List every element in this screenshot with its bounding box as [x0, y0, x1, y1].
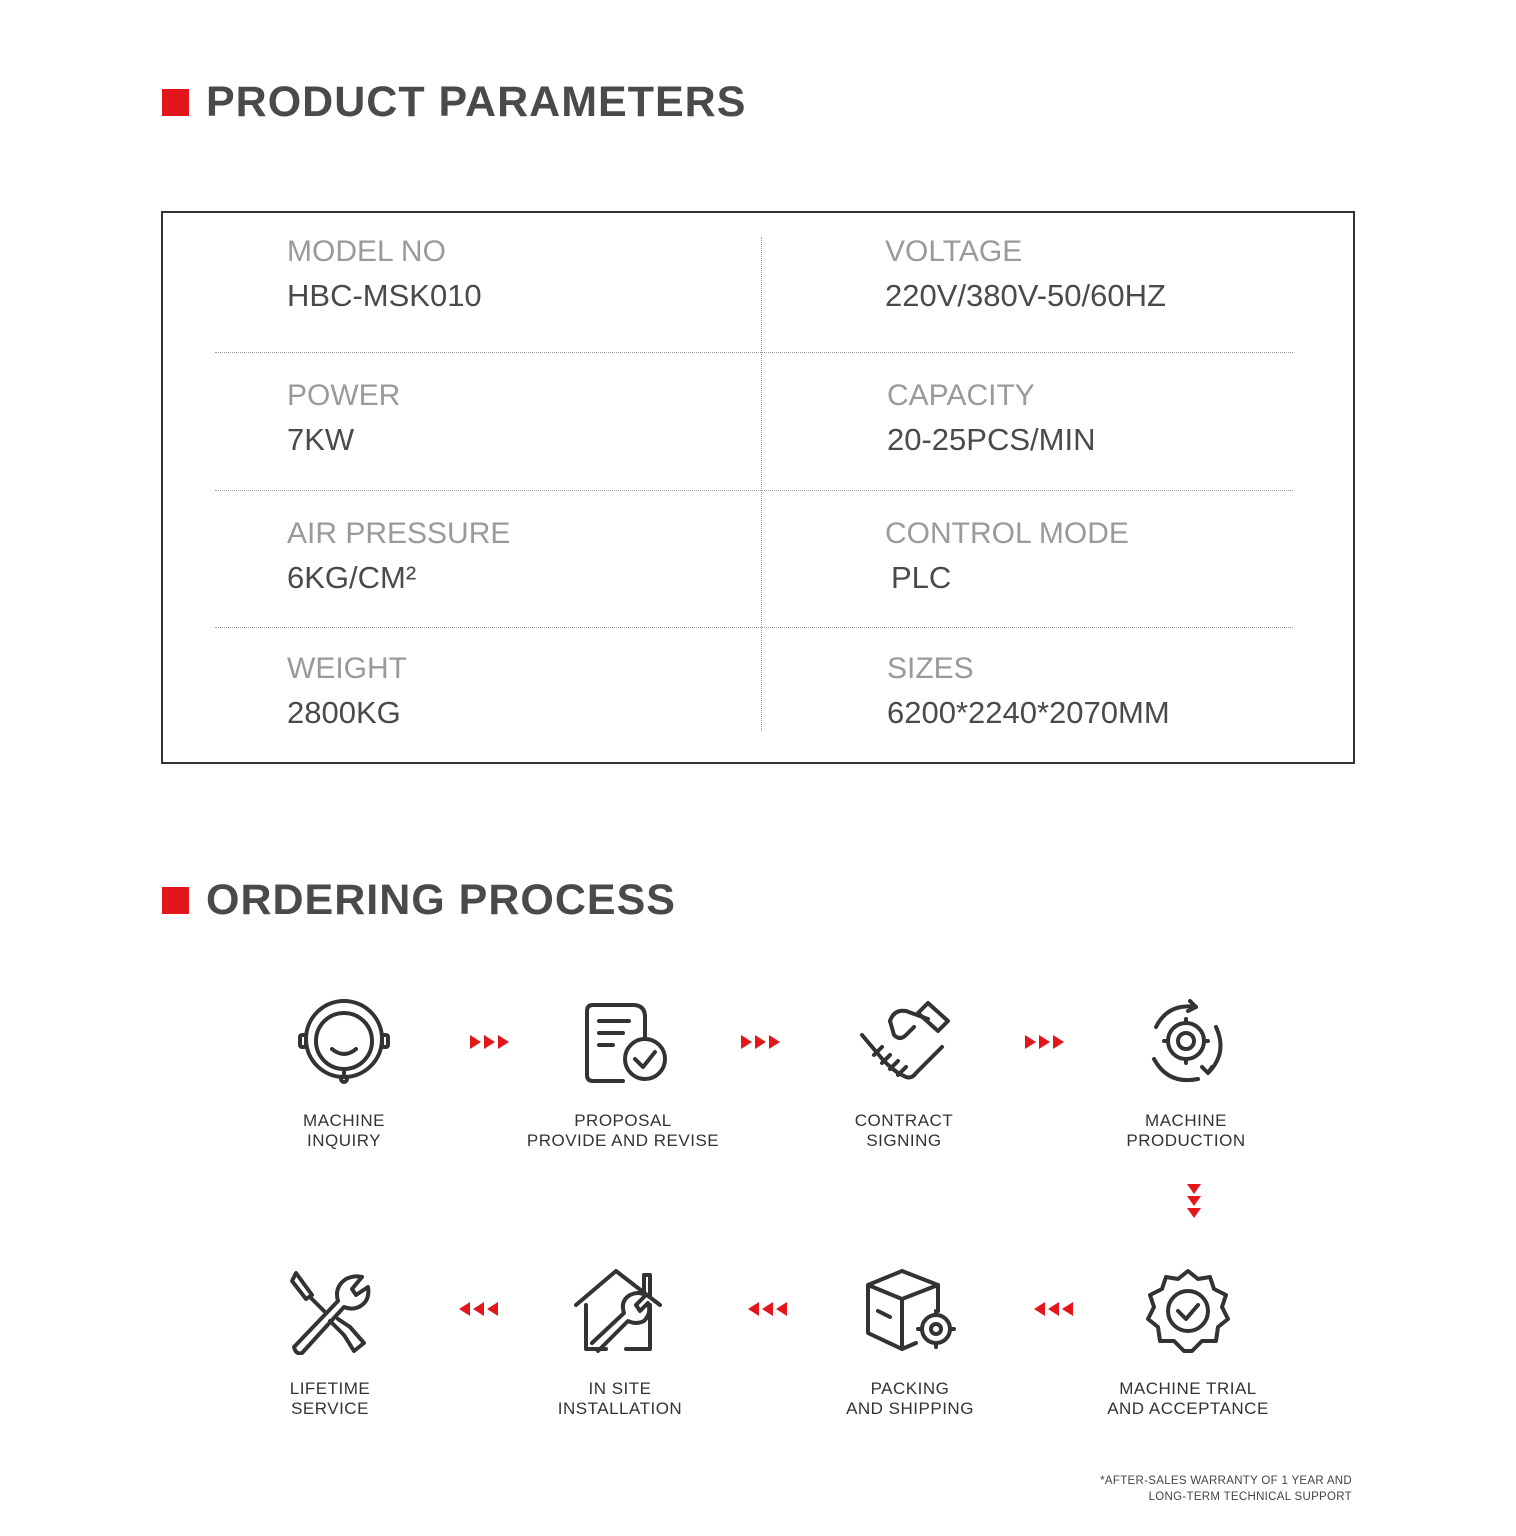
param-value: 6KG/CM² [287, 560, 417, 595]
tools-icon [280, 1265, 380, 1355]
row-divider [215, 352, 1293, 353]
step-label-line1: CONTRACT [854, 1111, 954, 1130]
step-contract-signing [789, 997, 1019, 1151]
step-proposal [508, 997, 738, 1151]
step-machine-production [1071, 997, 1301, 1151]
parameters-table [161, 211, 1355, 764]
right-arrow-icon [1025, 1035, 1064, 1049]
param-value: 220V/380V-50/60HZ [885, 278, 1166, 313]
red-square-marker [162, 887, 189, 914]
param-label: CAPACITY [887, 379, 1035, 412]
handshake-icon [854, 997, 954, 1087]
section-title: PRODUCT PARAMETERS [206, 78, 747, 126]
param-air-pressure [287, 517, 727, 595]
row-divider [215, 490, 1293, 491]
section-title: ORDERING PROCESS [206, 876, 676, 924]
headset-icon [294, 997, 394, 1087]
house-wrench-icon [570, 1265, 670, 1355]
step-label-line2: PROVIDE AND REVISE [526, 1131, 720, 1150]
left-arrow-icon [748, 1302, 787, 1316]
param-weight [287, 652, 727, 730]
step-label-line1: PACKING [870, 1379, 950, 1398]
ordering-process-heading [162, 876, 676, 925]
step-label-line2: PRODUCTION [1126, 1131, 1246, 1150]
red-square-marker [162, 89, 189, 116]
step-label-line1: MACHINE [303, 1111, 385, 1130]
step-label-line2: AND SHIPPING [846, 1399, 974, 1418]
step-label-line2: SERVICE [291, 1399, 369, 1418]
param-label: WEIGHT [287, 652, 407, 685]
step-label-line1: MACHINE [1145, 1111, 1227, 1130]
param-sizes [887, 652, 1327, 730]
param-value: 6200*2240*2070MM [887, 695, 1170, 730]
box-gear-icon [860, 1265, 960, 1355]
step-label-line2: INQUIRY [306, 1131, 382, 1150]
param-value: PLC [891, 560, 952, 595]
step-installation [505, 1265, 735, 1419]
step-machine-inquiry [229, 997, 459, 1151]
step-packing-shipping [795, 1265, 1025, 1419]
step-label-line2: INSTALLATION [557, 1399, 683, 1418]
step-label-line2: AND ACCEPTANCE [1107, 1399, 1269, 1418]
param-power [287, 379, 727, 457]
down-arrow-icon [1187, 1184, 1201, 1218]
param-model-no [287, 235, 727, 313]
param-value: 7KW [287, 422, 355, 457]
param-label: VOLTAGE [885, 235, 1023, 268]
param-value: HBC-MSK010 [287, 278, 482, 313]
badge-check-icon [1138, 1265, 1238, 1355]
right-arrow-icon [470, 1035, 509, 1049]
step-label-line1: PROPOSAL [574, 1111, 672, 1130]
step-machine-trial [1073, 1265, 1303, 1419]
param-label: MODEL NO [287, 235, 446, 268]
param-label: CONTROL MODE [885, 517, 1129, 550]
right-arrow-icon [741, 1035, 780, 1049]
warranty-footnote [1100, 1473, 1352, 1505]
param-voltage [885, 235, 1325, 313]
param-label: AIR PRESSURE [287, 517, 511, 550]
param-value: 20-25PCS/MIN [887, 422, 1096, 457]
footnote-line2: LONG-TERM TECHNICAL SUPPORT [1148, 1491, 1352, 1503]
param-control-mode [885, 517, 1325, 595]
row-divider [215, 627, 1293, 628]
document-check-icon [573, 997, 673, 1087]
footnote-line1: *AFTER-SALES WARRANTY OF 1 YEAR AND [1100, 1475, 1352, 1487]
product-parameters-heading [162, 78, 746, 127]
step-label-line1: LIFETIME [289, 1379, 371, 1398]
step-lifetime-service [215, 1265, 445, 1419]
left-arrow-icon [459, 1302, 498, 1316]
column-divider [761, 237, 762, 731]
gear-cycle-icon [1136, 997, 1236, 1087]
param-capacity [887, 379, 1327, 457]
param-label: SIZES [887, 652, 974, 685]
step-label-line2: SIGNING [866, 1131, 942, 1150]
step-label-line1: IN SITE [588, 1379, 652, 1398]
param-label: POWER [287, 379, 401, 412]
param-value: 2800KG [287, 695, 401, 730]
left-arrow-icon [1034, 1302, 1073, 1316]
step-label-line1: MACHINE TRIAL [1119, 1379, 1257, 1398]
